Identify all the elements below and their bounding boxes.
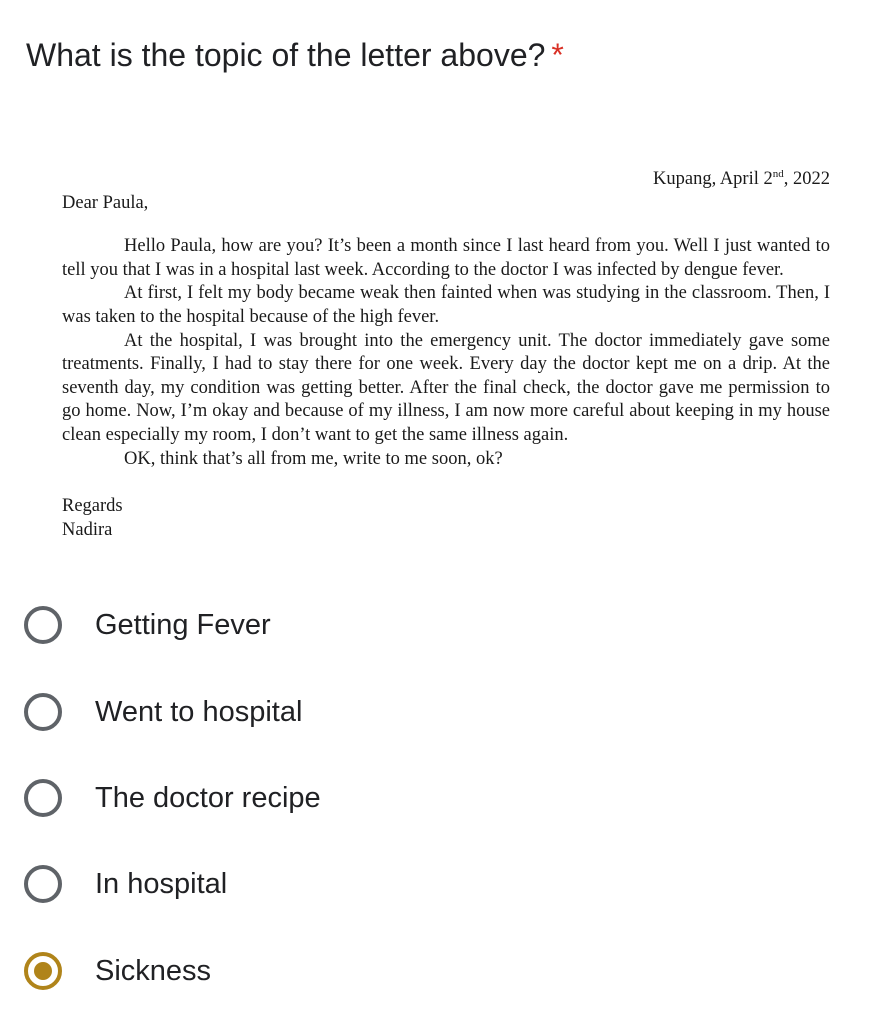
letter-paragraph: OK, think that’s all from me, write to me soon, ok? [124,448,503,469]
letter-closing-block [62,495,830,542]
radio-option[interactable] [24,582,321,668]
letter-closing: Regards [62,496,123,517]
letter-signature: Nadira [62,519,113,540]
option-label[interactable]: Went to hospital [95,695,303,728]
radio-button-icon[interactable] [24,606,62,644]
radio-dot-icon [34,962,52,980]
answer-options [24,582,321,1014]
letter-date-year: , 2022 [783,169,830,189]
letter-paragraph: At first, I felt my body became weak then fainted when was studying in the classroom. Then, I was taken to the hospital because of the high fever. [62,283,830,327]
letter-paragraph: At the hospital, I was brought into the emergency unit. The doctor immediately gave some treatments. Finally, I had to stay there for one week. Every day the doctor kept me on a drip. At the seventh day, my condition was getting better. After the final check, the doctor gave me permission to go home. Now, I’m okay and because of my illness, I am now more careful about keeping in my house clean especially my room, I don’t want to get the same illness again. [62,330,830,445]
letter-paragraph: Hello Paula, how are you? It’s been a month since I last heard from you. Well I just wanted to tell you that I was in a hospital last week. According to the doctor I was infected by dengue fever. [62,236,830,280]
required-asterisk: * [551,37,564,73]
radio-button-checked-icon[interactable] [24,952,62,990]
question-text: What is the topic of the letter above? [26,37,546,73]
letter-date-text: Kupang, April 2 [653,169,773,189]
letter-date-suffix: nd [772,167,784,180]
letter-date [62,168,830,192]
radio-option-selected[interactable] [24,928,321,1014]
question-title [26,33,564,77]
radio-option[interactable] [24,841,321,927]
option-label[interactable]: Getting Fever [95,609,271,642]
option-label[interactable]: The doctor recipe [95,781,321,814]
letter-image [62,168,830,542]
radio-option[interactable] [24,755,321,841]
radio-button-icon[interactable] [24,693,62,731]
option-label[interactable]: Sickness [95,954,212,987]
radio-button-icon[interactable] [24,865,62,903]
radio-option[interactable] [24,668,321,754]
radio-button-icon[interactable] [24,779,62,817]
option-label[interactable]: In hospital [95,868,228,901]
letter-salutation: Dear Paula, [62,192,149,213]
